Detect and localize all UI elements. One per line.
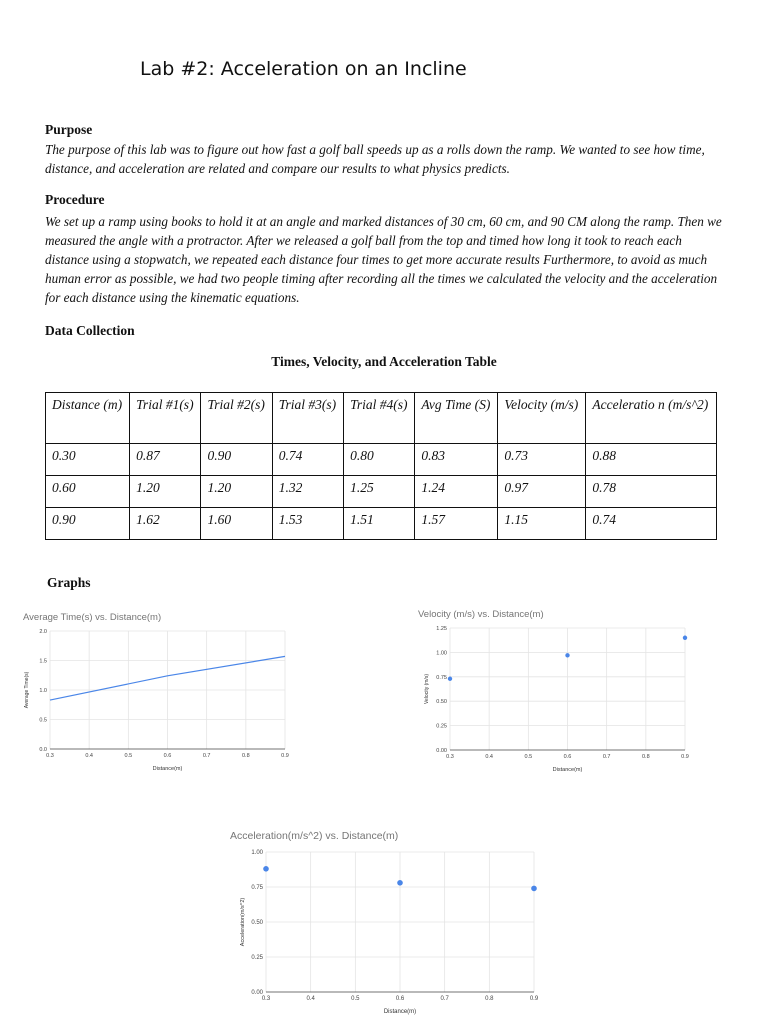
procedure-heading: Procedure [45, 192, 105, 207]
y-axis-label: Velocity (m/s) [424, 673, 430, 705]
procedure-text: We set up a ramp using books to hold it at an angle and marked distances of 30 cm, 60 cm, and 90 CM along the ramp. Then we measured the angle with a protractor. After we released a golf ball from the top and timed how long it took to reach each distance using a stopwatch, we repeated each distance four times to get more accurate results Furthermore, to avoid as much human error as possible, we had two people timing after recording all the times we calculated the velocity and the acceleration for each distance using the kinematic equations. [45, 214, 722, 305]
y-tick-label: 0.50 [436, 699, 447, 706]
y-axis-label: Average Time(s) [24, 671, 30, 709]
data-point [565, 653, 569, 657]
table-header-cell: Trial #1(s) [130, 393, 201, 444]
table-cell: 0.87 [130, 444, 201, 476]
table-header-cell: Velocity (m/s) [498, 393, 586, 444]
x-axis-label: Distance(m) [552, 767, 583, 773]
table-cell: 0.74 [586, 508, 717, 540]
chart-title: Acceleration(m/s^2) vs. Distance(m) [230, 830, 399, 842]
x-tick-label: 0.9 [681, 754, 689, 760]
chart-title: Velocity (m/s) vs. Distance(m) [418, 609, 544, 620]
y-tick-label: 0.00 [251, 990, 263, 996]
y-axis-label: Acceleration(m/s^2) [240, 897, 246, 947]
x-tick-label: 0.9 [281, 753, 289, 759]
x-axis-label: Distance(m) [152, 766, 183, 772]
purpose-text: The purpose of this lab was to figure out how fast a golf ball speeds up as a rolls down the ramp. We wanted to see how time, distance, and acceleration are related and compare our results to what physics predicts. [45, 142, 705, 176]
acceleration-distance-chart [222, 825, 552, 1024]
data-point [263, 866, 269, 872]
x-tick-label: 0.7 [602, 754, 611, 760]
chart-title: Average Time(s) vs. Distance(m) [23, 612, 162, 623]
x-tick-label: 0.6 [395, 996, 405, 1002]
table-cell: 0.78 [586, 476, 717, 508]
x-tick-label: 0.7 [440, 996, 449, 1002]
table-header-row [46, 393, 717, 444]
table-cell: 1.51 [344, 508, 415, 540]
purpose-heading: Purpose [45, 122, 93, 137]
data-collection-heading: Data Collection [45, 323, 135, 338]
table-row [46, 476, 717, 508]
y-tick-label: 2.0 [39, 629, 47, 635]
table-cell: 0.83 [415, 444, 498, 476]
data-point [448, 677, 452, 681]
y-tick-label: 0.00 [436, 748, 447, 754]
y-tick-label: 1.0 [39, 688, 47, 694]
time-distance-chart [15, 605, 305, 775]
x-tick-label: 0.4 [485, 754, 493, 760]
data-point [397, 880, 403, 886]
table-header-cell: Trial #4(s) [344, 393, 415, 444]
table-cell: 0.90 [46, 508, 130, 540]
data-table [45, 392, 717, 540]
table-title: Times, Velocity, and Acceleration Table [271, 354, 497, 369]
x-tick-label: 0.5 [124, 753, 133, 759]
y-tick-label: 1.5 [39, 658, 47, 665]
table-cell: 1.57 [415, 508, 498, 540]
table-cell: 1.62 [130, 508, 201, 540]
y-tick-label: 1.25 [436, 626, 447, 632]
table-cell: 1.24 [415, 476, 498, 508]
x-tick-label: 0.9 [529, 996, 539, 1002]
x-tick-label: 0.8 [642, 754, 650, 760]
table-header-cell: Trial #3(s) [272, 393, 343, 444]
y-tick-label: 0.25 [251, 955, 263, 961]
table-cell: 0.60 [46, 476, 130, 508]
table-header-cell: Distance (m) [46, 393, 130, 444]
table-cell: 1.32 [272, 476, 343, 508]
y-tick-label: 0.5 [39, 717, 47, 724]
velocity-distance-chart [410, 603, 700, 778]
graphs-heading: Graphs [47, 575, 91, 590]
x-tick-label: 0.8 [485, 996, 494, 1002]
table-row [46, 508, 717, 540]
table-row [46, 444, 717, 476]
y-tick-label: 1.00 [251, 850, 263, 856]
x-tick-label: 0.5 [524, 754, 533, 760]
x-tick-label: 0.3 [446, 754, 454, 760]
table-cell: 1.25 [344, 476, 415, 508]
table-cell: 1.53 [272, 508, 343, 540]
data-point [531, 886, 537, 892]
y-tick-label: 0.25 [436, 723, 447, 730]
table-header-cell: Acceleratio n (m/s^2) [586, 393, 717, 444]
table-cell: 1.60 [201, 508, 272, 540]
x-tick-label: 0.3 [261, 996, 271, 1002]
table-cell: 0.97 [498, 476, 586, 508]
y-tick-label: 0.75 [251, 885, 263, 891]
data-point [683, 636, 687, 640]
x-tick-label: 0.4 [306, 996, 315, 1002]
table-cell: 0.88 [586, 444, 717, 476]
y-tick-label: 0.0 [39, 747, 47, 753]
y-tick-label: 0.50 [251, 920, 263, 926]
table-header-cell: Trial #2(s) [201, 393, 272, 444]
table-cell: 0.73 [498, 444, 586, 476]
x-axis-label: Distance(m) [383, 1009, 417, 1015]
x-tick-label: 0.4 [85, 753, 93, 759]
table-cell: 0.80 [344, 444, 415, 476]
x-tick-label: 0.5 [351, 996, 360, 1002]
table-header-cell: Avg Time (S) [415, 393, 498, 444]
y-tick-label: 0.75 [436, 674, 447, 681]
x-tick-label: 0.3 [46, 753, 54, 759]
table-cell: 0.90 [201, 444, 272, 476]
table-cell: 0.30 [46, 444, 130, 476]
table-cell: 1.20 [201, 476, 272, 508]
y-tick-label: 1.00 [436, 650, 447, 657]
x-tick-label: 0.6 [563, 754, 572, 760]
table-cell: 1.20 [130, 476, 201, 508]
table-cell: 1.15 [498, 508, 586, 540]
table-cell: 0.74 [272, 444, 343, 476]
x-tick-label: 0.6 [163, 753, 172, 759]
page-title: Lab #2: Acceleration on an Incline [140, 58, 467, 80]
x-tick-label: 0.8 [242, 753, 250, 759]
x-tick-label: 0.7 [202, 753, 211, 759]
